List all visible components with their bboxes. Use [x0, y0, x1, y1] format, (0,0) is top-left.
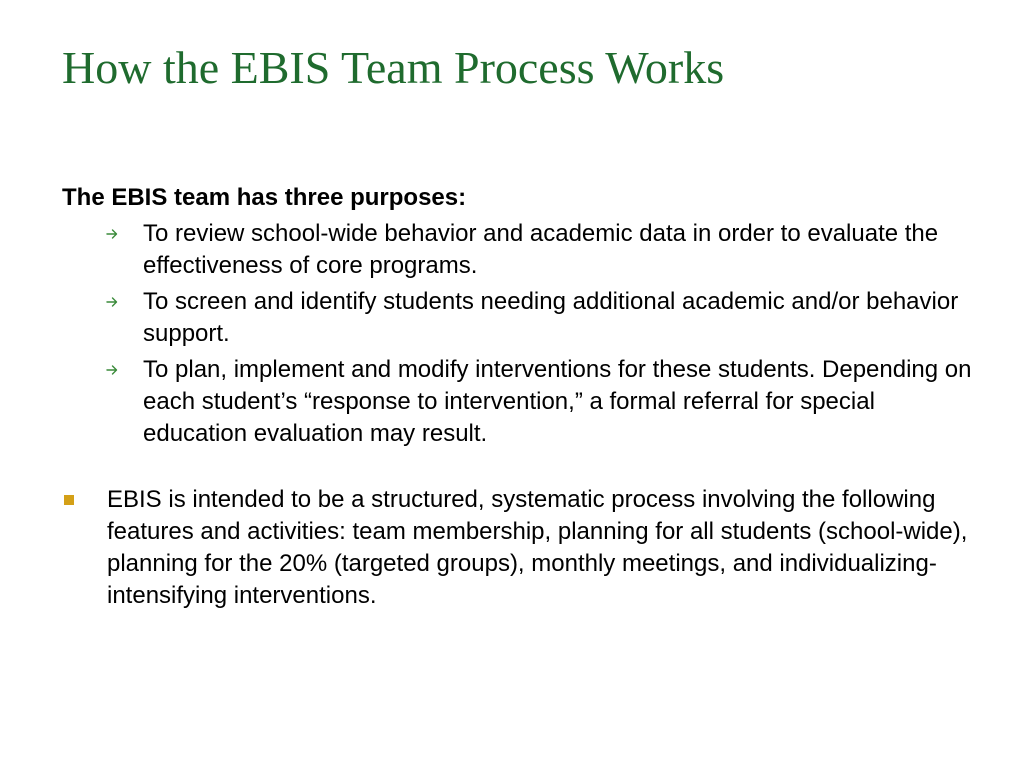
purpose-item: [62, 354, 973, 450]
purpose-item: [62, 286, 973, 350]
arrow-right-icon: [106, 364, 119, 376]
purposes-list: [62, 218, 982, 450]
square-bullet-icon: [64, 495, 74, 505]
arrow-right-icon: [106, 228, 119, 240]
main-point: [62, 484, 972, 612]
arrow-right-icon: [106, 296, 119, 308]
slide-title: How the EBIS Team Process Works: [62, 42, 725, 93]
purpose-text: To screen and identify students needing additional academic and/or behavior support.: [143, 288, 959, 347]
purpose-item: [62, 218, 973, 282]
purposes-heading: The EBIS team has three purposes:: [62, 184, 467, 211]
slide-content: [62, 182, 982, 612]
purpose-text: To review school-wide behavior and academic data in order to evaluate the effectiveness of core programs.: [143, 220, 939, 279]
main-point-text: EBIS is intended to be a structured, systematic process involving the following features and activities: team membership, planning for all students (school-wide), planning for the 20% (targeted groups), monthly meetings, and individualizing-intensifying interventions.: [107, 486, 968, 609]
purpose-text: To plan, implement and modify interventions for these students. Depending on each student’s “response to intervention,” a formal referral for special education evaluation may result.: [143, 356, 972, 447]
